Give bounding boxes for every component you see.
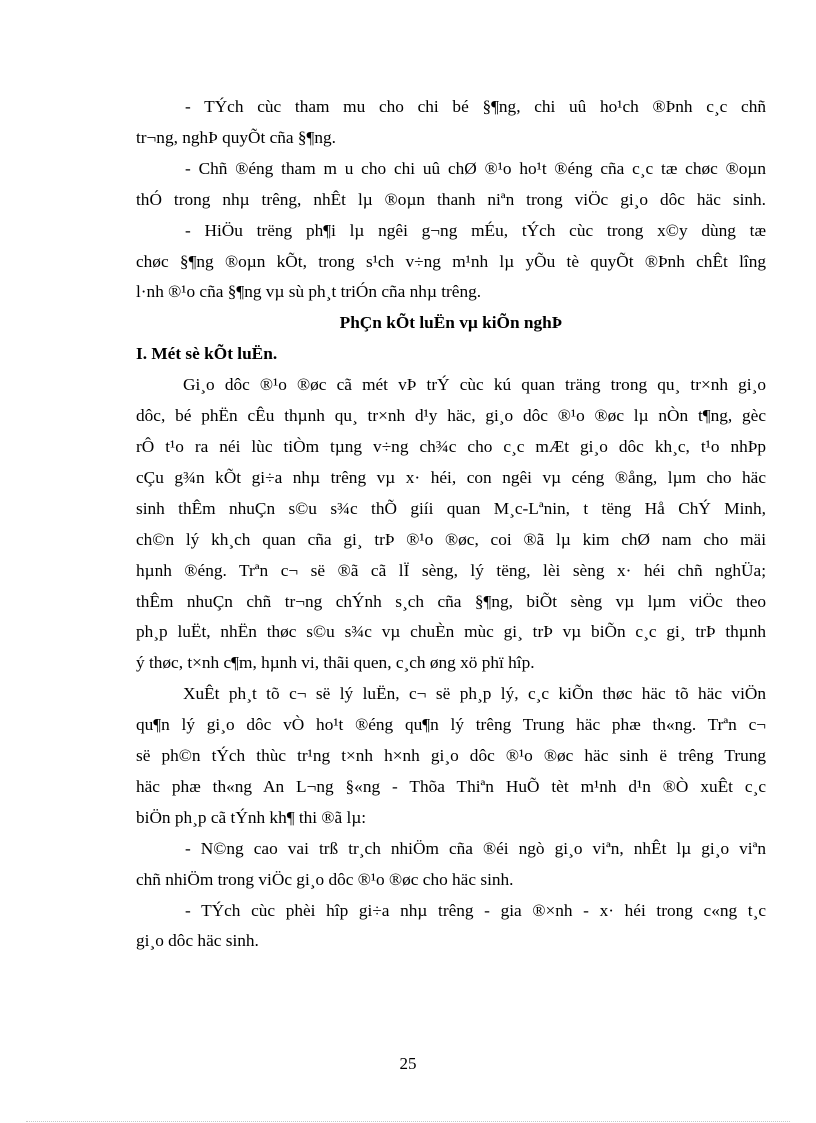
paragraph-line: - Chñ ®éng tham m u cho chi uû chØ ®¹o ho¹t ®éng cña c¸c tæ chøc ®oµn	[185, 158, 766, 178]
paragraph-line: - TÝch cùc phèi hîp gi÷a nhµ trêng - gia ®×nh - x· héi trong c«ng t¸c	[185, 900, 766, 920]
paragraph-line: thÊm nhuÇn chñ tr¬ng chÝnh s¸ch cña §¶ng, biÕt sèng vµ lµm viÖc theo	[136, 591, 766, 611]
section-heading: PhÇn kÕt luËn vµ kiÕn nghÞ	[339, 313, 563, 333]
paragraph-line: l·nh ®¹o cña §¶ng vµ sù ph¸t triÓn cña nhµ trêng.	[136, 282, 482, 302]
paragraph-line: ph¸p luËt, nhËn thøc s©u s¾c vµ chuÈn mùc gi¸ trÞ vµ biÕn c¸c gi¸ trÞ thµnh	[136, 622, 766, 642]
paragraph-line: chñ nhiÖm trong viÖc gi¸o dôc ®¹o ®øc cho häc sinh.	[136, 869, 514, 889]
paragraph-line: cÇu g¾n kÕt gi÷a nhµ trêng vµ x· héi, con ngêi vµ céng ®ång, lµm cho häc	[136, 467, 766, 487]
paragraph-line: dôc, bé phËn cÊu thµnh qu¸ tr×nh d¹y häc, gi¸o dôc ®¹o ®øc lµ nÒn t¶ng, gèc	[136, 406, 766, 426]
paragraph-line: - HiÖu trëng ph¶i lµ ngêi g¬ng mÉu, tÝch cùc trong x©y dùng tæ	[185, 220, 766, 240]
footer-divider	[26, 1121, 790, 1122]
subsection-heading: I. Mét sè kÕt luËn.	[136, 344, 278, 364]
paragraph-line: biÖn ph¸p cã tÝnh kh¶ thi ®ã lµ:	[136, 807, 367, 827]
paragraph-line: Gi¸o dôc ®¹o ®øc cã mét vÞ trÝ cùc kú quan träng trong qu¸ tr×nh gi¸o	[183, 375, 766, 395]
page-body	[136, 92, 766, 957]
paragraph-line: thÓ trong nhµ trêng, nhÊt lµ ®oµn thanh niªn trong viÖc gi¸o dôc häc sinh.	[136, 189, 766, 209]
paragraph-line: së ph©n tÝch thùc tr¹ng t×nh h×nh gi¸o dôc ®¹o ®øc häc sinh ë trêng Trung	[136, 746, 766, 766]
paragraph-line: ý thøc, t×nh c¶m, hµnh vi, thãi quen, c¸ch øng xö phï hîp.	[136, 653, 535, 673]
paragraph-line: gi¸o dôc häc sinh.	[136, 931, 259, 951]
paragraph-line: hµnh ®éng. Trªn c¬ së ®ã cã lÏ sèng, lý tëng, lèi sèng x· héi chñ nghÜa;	[136, 560, 766, 580]
paragraph-line: chøc §¶ng ®oµn kÕt, trong s¹ch v÷ng m¹nh lµ yÕu tè quyÕt ®Þnh chÊt lîng	[136, 251, 766, 271]
page-number: 25	[399, 1054, 417, 1073]
paragraph-line: tr¬ng, nghÞ quyÕt cña §¶ng.	[136, 127, 336, 147]
paragraph-line: - N©ng cao vai trß tr¸ch nhiÖm cña ®éi ngò gi¸o viªn, nhÊt lµ gi¸o viªn	[185, 838, 766, 858]
paragraph-line: rÔ t¹o ra néi lùc tiÒm tµng v÷ng ch¾c cho c¸c mÆt gi¸o dôc kh¸c, t¹o nhÞp	[136, 436, 766, 456]
paragraph-line: qu¶n lý gi¸o dôc vÒ ho¹t ®éng qu¶n lý trêng Trung häc phæ th«ng. Trªn c¬	[136, 715, 766, 735]
paragraph-line: XuÊt ph¸t tõ c¬ së lý luËn, c¬ së ph¸p lý, c¸c kiÕn thøc häc tõ häc viÖn	[183, 684, 766, 704]
paragraph-line: häc phæ th«ng An L¬ng §«ng - Thõa Thiªn HuÕ tèt m¹nh d¹n ®Ò xuÊt c¸c	[136, 776, 766, 796]
paragraph-line: - TÝch cùc tham mu cho chi bé §¶ng, chi uû ho¹ch ®Þnh c¸c chñ	[185, 97, 766, 116]
paragraph-line: ch©n lý kh¸ch quan cña gi¸ trÞ ®¹o ®øc, coi ®ã lµ kim chØ nam cho mäi	[136, 529, 766, 549]
paragraph-line: sinh thÊm nhuÇn s©u s¾c thÕ giíi quan M¸c-Lªnin, t tëng Hå ChÝ Minh,	[136, 498, 766, 518]
